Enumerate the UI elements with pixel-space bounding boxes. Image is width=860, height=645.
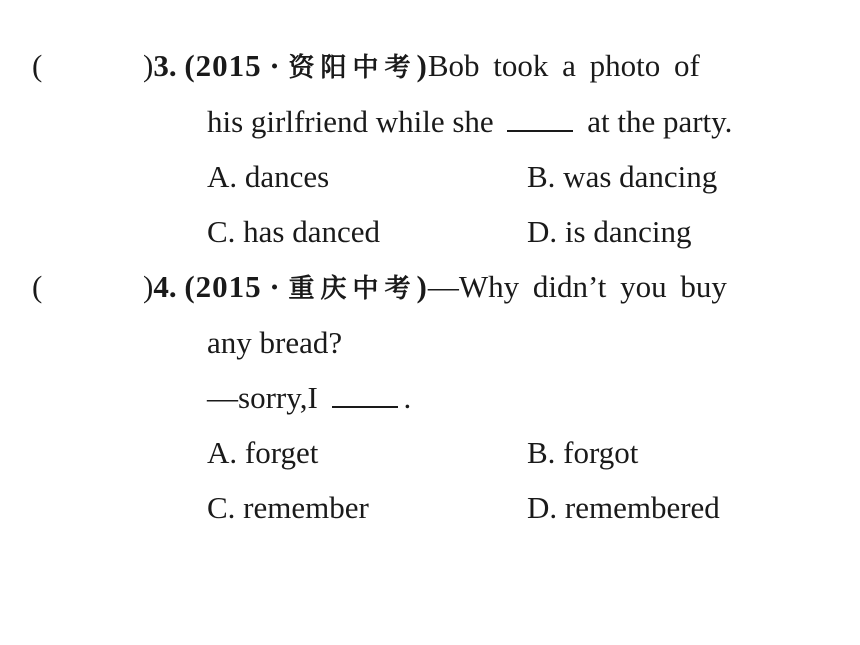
option-a: A. forget xyxy=(207,435,319,470)
stem-line-1: Bob took a photo of xyxy=(427,48,700,83)
answer-paren-open: ( xyxy=(32,269,43,304)
answer-paren-open: ( xyxy=(32,48,43,83)
answer-blank xyxy=(332,382,398,408)
question-4-header xyxy=(143,269,727,307)
answer-paren-close: ) xyxy=(143,269,154,304)
source-dot: · xyxy=(269,269,281,304)
option-b: B. was dancing xyxy=(527,159,718,194)
source-open: ( xyxy=(184,269,196,304)
stem-text: . xyxy=(403,380,412,415)
stem-line-3 xyxy=(207,380,411,416)
source-place: 重庆中考 xyxy=(288,274,417,304)
stem-line-2: any bread? xyxy=(207,325,343,360)
source-close: ) xyxy=(416,48,428,83)
question-3-header xyxy=(143,48,700,86)
option-a: A. dances xyxy=(207,159,330,194)
option-d: D. is dancing xyxy=(527,214,692,249)
stem-text: his girlfriend while she xyxy=(207,104,494,139)
answer-blank xyxy=(507,106,573,132)
stem-line-1: —Why didn’t you buy xyxy=(427,269,727,304)
question-number: 3. xyxy=(153,48,177,83)
source-dot: · xyxy=(269,48,281,83)
source-year: 2015 xyxy=(195,269,262,304)
option-c: C. remember xyxy=(207,490,369,525)
source-close: ) xyxy=(416,269,428,304)
source-year: 2015 xyxy=(195,48,262,83)
option-b: B. forgot xyxy=(527,435,639,470)
stem-line-2 xyxy=(207,104,732,140)
source-open: ( xyxy=(184,48,196,83)
stem-text: at the party. xyxy=(587,104,733,139)
answer-paren-close: ) xyxy=(143,48,154,83)
option-c: C. has danced xyxy=(207,214,381,249)
option-d: D. remembered xyxy=(527,490,720,525)
source-place: 资阳中考 xyxy=(288,53,417,83)
stem-text: —sorry,I xyxy=(207,380,318,415)
question-number: 4. xyxy=(153,269,177,304)
